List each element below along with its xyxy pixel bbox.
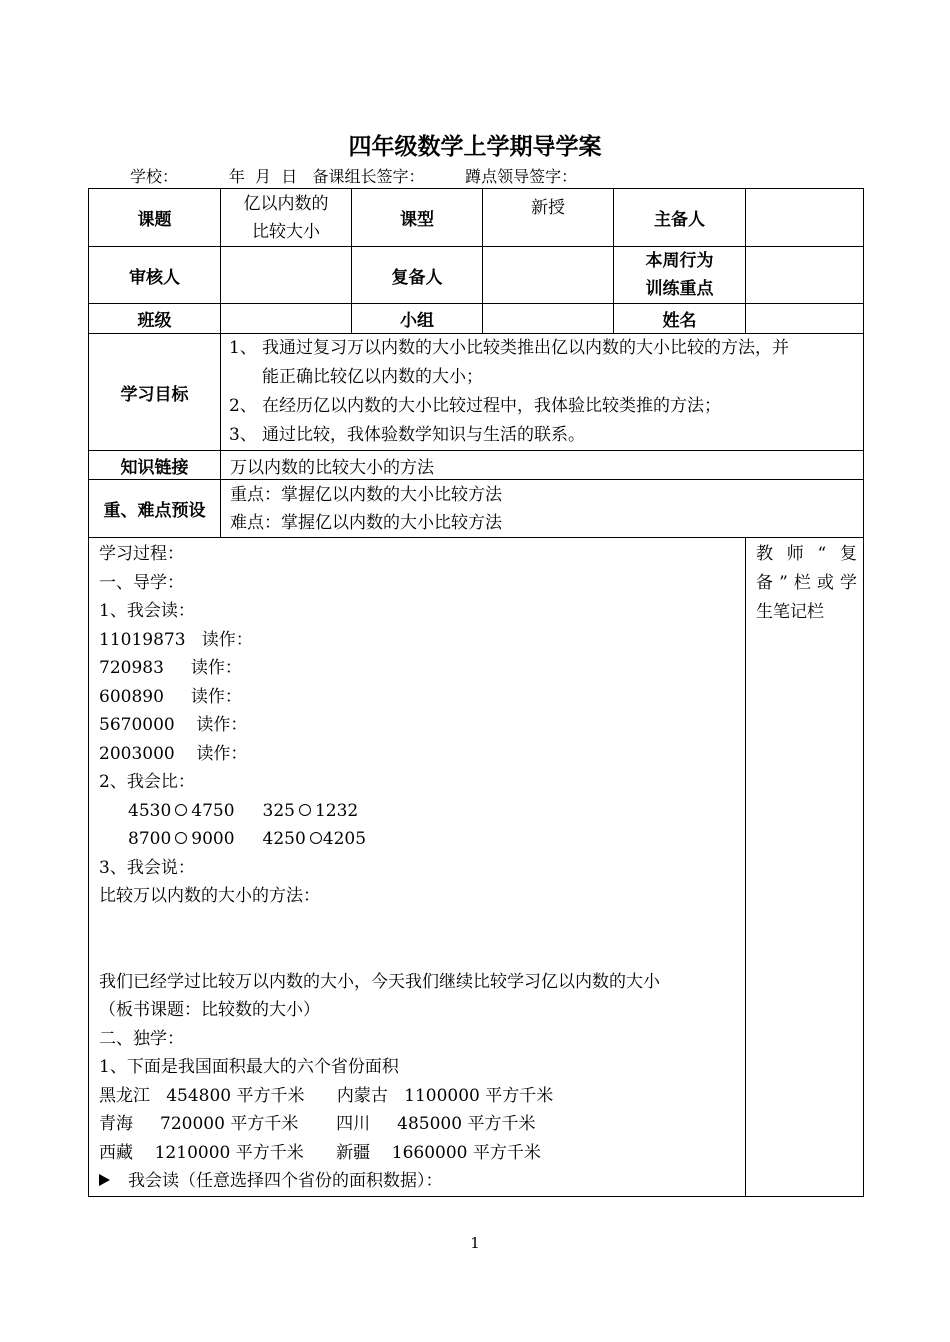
co-preparer-value xyxy=(483,247,614,304)
compare-circle-icon xyxy=(175,832,187,844)
signature-line: 学校： 年 月 日 备课组长签字： 蹲点领导签字： xyxy=(130,167,578,186)
lesson-plan-table xyxy=(88,188,864,1197)
area-row: 黑龙江 454800 平方千米 内蒙古 1100000 平方千米 xyxy=(99,1085,554,1106)
compare-circle-icon xyxy=(299,804,311,816)
arrow-bullet-icon xyxy=(99,1174,110,1186)
group-label: 小组 xyxy=(352,304,483,334)
behavior-focus-label-line1: 本周行为 xyxy=(645,251,714,271)
behavior-focus-value xyxy=(746,247,864,304)
area-heading: 1、下面是我国面积最大的六个省份面积 xyxy=(99,1057,399,1077)
process-heading: 学习过程： xyxy=(99,544,184,564)
learning-process xyxy=(89,538,746,1197)
notes-column xyxy=(746,538,864,1197)
goal-item-2: 2、 在经历亿以内数的大小比较过程中，我体验比较类推的方法； xyxy=(229,396,721,416)
read-item: 5670000 读作： xyxy=(99,715,248,735)
key-points-label: 重、难点预设 xyxy=(89,480,221,538)
intro-text: 我们已经学过比较万以内数的大小，今天我们继续比较学习亿以内数的大小 xyxy=(99,971,660,992)
compare-circle-icon xyxy=(310,832,322,844)
key-point: 重点：掌握亿以内数的大小比较方法 xyxy=(230,484,502,505)
read-heading: 1、我会读： xyxy=(99,601,195,621)
read-item: 2003000 读作： xyxy=(99,743,248,764)
main-preparer-label: 主备人 xyxy=(614,189,746,247)
key-points xyxy=(221,480,864,538)
compare-row: 8700 9000 4250 4205 xyxy=(128,829,367,849)
learning-goals xyxy=(221,334,864,451)
difficult-point: 难点：掌握亿以内数的大小比较方法 xyxy=(230,512,502,533)
class-value xyxy=(221,304,352,334)
compare-circle-icon xyxy=(175,804,187,816)
lesson-type-label: 课型 xyxy=(352,189,483,247)
notes-line: 备”栏或学 xyxy=(756,573,857,593)
goal-item-1-continued: 能正确比较亿以内数的大小； xyxy=(262,367,483,387)
main-preparer-value xyxy=(746,189,864,247)
area-row: 西藏 1210000 平方千米 新疆 1660000 平方千米 xyxy=(99,1142,541,1163)
learning-goals-label: 学习目标 xyxy=(89,334,221,451)
say-heading: 3、我会说： xyxy=(99,857,195,878)
reviewer-value xyxy=(221,247,352,304)
group-value xyxy=(483,304,614,334)
goal-item-1: 1、 我通过复习万以内数的大小比较类推出亿以内数的大小比较的方法，并 xyxy=(229,338,789,358)
name-label: 姓名 xyxy=(614,304,746,334)
goal-item-3: 3、 通过比较，我体验数学知识与生活的联系。 xyxy=(229,425,585,445)
read-item: 600890 读作： xyxy=(99,686,242,707)
section-guided-study: 一、导学： xyxy=(99,572,184,593)
section-independent-study: 二、独学： xyxy=(99,1028,184,1049)
topic-label: 课题 xyxy=(89,189,221,247)
knowledge-link-value: 万以内数的比较大小的方法 xyxy=(221,451,864,480)
notes-line: 教师“复 xyxy=(756,544,857,564)
area-row: 青海 720000 平方千米 四川 485000 平方千米 xyxy=(99,1114,536,1134)
read-item: 11019873 读作： xyxy=(99,629,253,650)
compare-row: 4530 4750 325 1232 xyxy=(128,800,359,821)
say-text: 比较万以内数的大小的方法： xyxy=(99,886,320,906)
document-title: 四年级数学上学期导学案 xyxy=(348,134,602,160)
notes-line: 生笔记栏 xyxy=(756,602,824,622)
lesson-type-value: 新授 xyxy=(483,189,614,247)
co-preparer-label: 复备人 xyxy=(352,247,483,304)
read-task: 我会读（任意选择四个省份的面积数据）： xyxy=(99,1167,745,1196)
knowledge-link-label: 知识链接 xyxy=(89,451,221,480)
behavior-focus-label-line2: 训练重点 xyxy=(645,279,714,299)
topic-value-line2: 比较大小 xyxy=(252,221,320,242)
topic-value-line1: 亿以内数的 xyxy=(243,193,329,214)
topic-value xyxy=(221,189,352,247)
board-text: （板书课题：比较数的大小） xyxy=(99,1000,320,1020)
compare-heading: 2、我会比： xyxy=(99,772,195,792)
read-item: 720983 读作： xyxy=(99,658,242,678)
page-number: 1 xyxy=(470,1234,480,1252)
name-value xyxy=(746,304,864,334)
behavior-focus-label xyxy=(614,247,746,304)
class-label: 班级 xyxy=(89,304,221,334)
reviewer-label: 审核人 xyxy=(89,247,221,304)
